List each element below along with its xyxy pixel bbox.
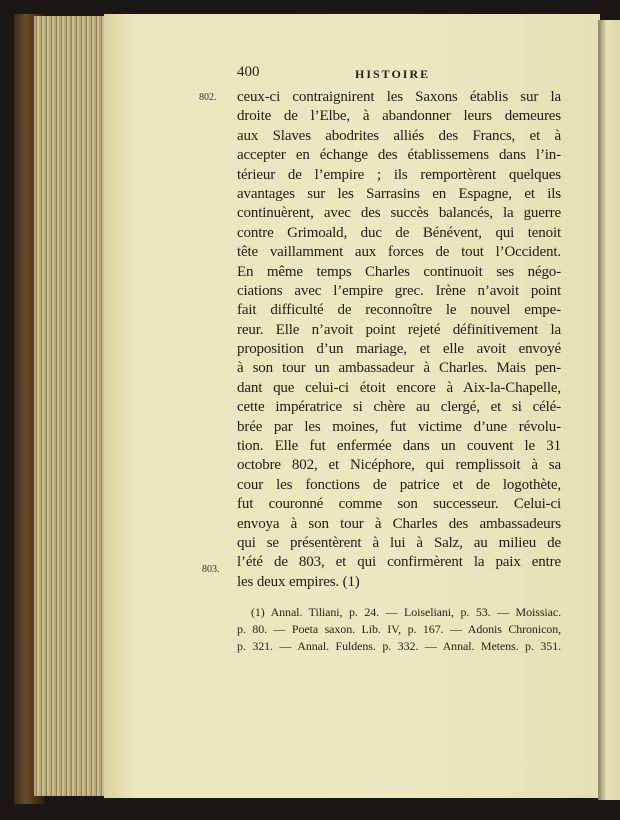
body-text — [237, 88, 561, 592]
text-line: octobre 802, et Nicéphore, qui remplissoit à sa — [237, 457, 561, 474]
text-line: droite de l’Elbe, à abandonner leurs demeures — [237, 108, 561, 125]
text-line: les deux empires. (1) — [237, 573, 360, 590]
facing-page-edge — [598, 20, 620, 800]
text-line: ciations avec l’empire grec. Irène n’avoit point — [237, 282, 561, 299]
text-line: cette impératrice si chère au clergé, et si célé- — [237, 399, 561, 416]
text-line: fait difficulté de reconnoître le nouvel empe- — [237, 302, 561, 319]
running-title: HISTOIRE — [355, 67, 431, 81]
text-line: accepter en échange des établissemens dans l’in- — [237, 147, 561, 164]
text-line: continuèrent, avec des succès balancés, la guerre — [237, 205, 561, 222]
text-line: dant que celui-ci étoit encore à Aix-la-Chapelle, — [237, 379, 561, 396]
text-line: térieur de l’empire ; ils remportèrent quelques — [237, 166, 561, 183]
page-edges — [34, 16, 114, 796]
footnote-line: (1) Annal. Tiliani, p. 24. — Loiseliani, p. 53. — Moissiac. — [251, 605, 561, 619]
text-line: ceux-ci contraignirent les Saxons établis sur la — [237, 89, 561, 105]
footnotes — [237, 604, 561, 655]
text-line: contre Grimoald, duc de Bénévent, qui tenoit — [237, 224, 561, 241]
text-line: aux Slaves abodrites alliés des Francs, et à — [237, 127, 561, 144]
text-line: fut couronné comme son successeur. Celui-ci — [237, 496, 561, 513]
text-line: l’été de 803, et qui confirmèrent la paix entre — [237, 554, 561, 571]
text-line: à son tour un ambassadeur à Charles. Mais pen- — [237, 360, 561, 377]
text-line: cour les fonctions de patrice et de logothète, — [237, 476, 561, 493]
text-line: proposition d’un mariage, et elle avoit envoyé — [237, 341, 561, 358]
text-line: tion. Elle fut enfermée dans un couvent le 31 — [237, 438, 561, 455]
margin-year: 803. — [202, 564, 220, 575]
text-line: reur. Elle n’avoit point rejeté définitivement la — [237, 321, 561, 338]
text-line: envoya à son tour à Charles des ambassadeurs — [237, 515, 561, 532]
text-line: avantages sur les Sarrasins en Espagne, et ils — [237, 185, 561, 202]
text-line: En même temps Charles continuoit ses négo- — [237, 263, 561, 280]
text-line: brée par les moines, fut victime d’une révolu- — [237, 418, 561, 435]
text-line: qui se présentèrent à lui à Salz, au milieu de — [237, 534, 561, 551]
footnote-line: p. 321. — Annal. Fuldens. p. 332. — Annal. Metens. p. 351. — [237, 639, 561, 653]
text-line: tête vaillamment aux forces de tout l’Occident. — [237, 244, 561, 261]
margin-year: 802. — [199, 92, 217, 103]
footnote-line: p. 80. — Poeta saxon. Lib. IV, p. 167. — Adonis Chronicon, — [237, 622, 561, 636]
page-number: 400 — [237, 64, 260, 80]
